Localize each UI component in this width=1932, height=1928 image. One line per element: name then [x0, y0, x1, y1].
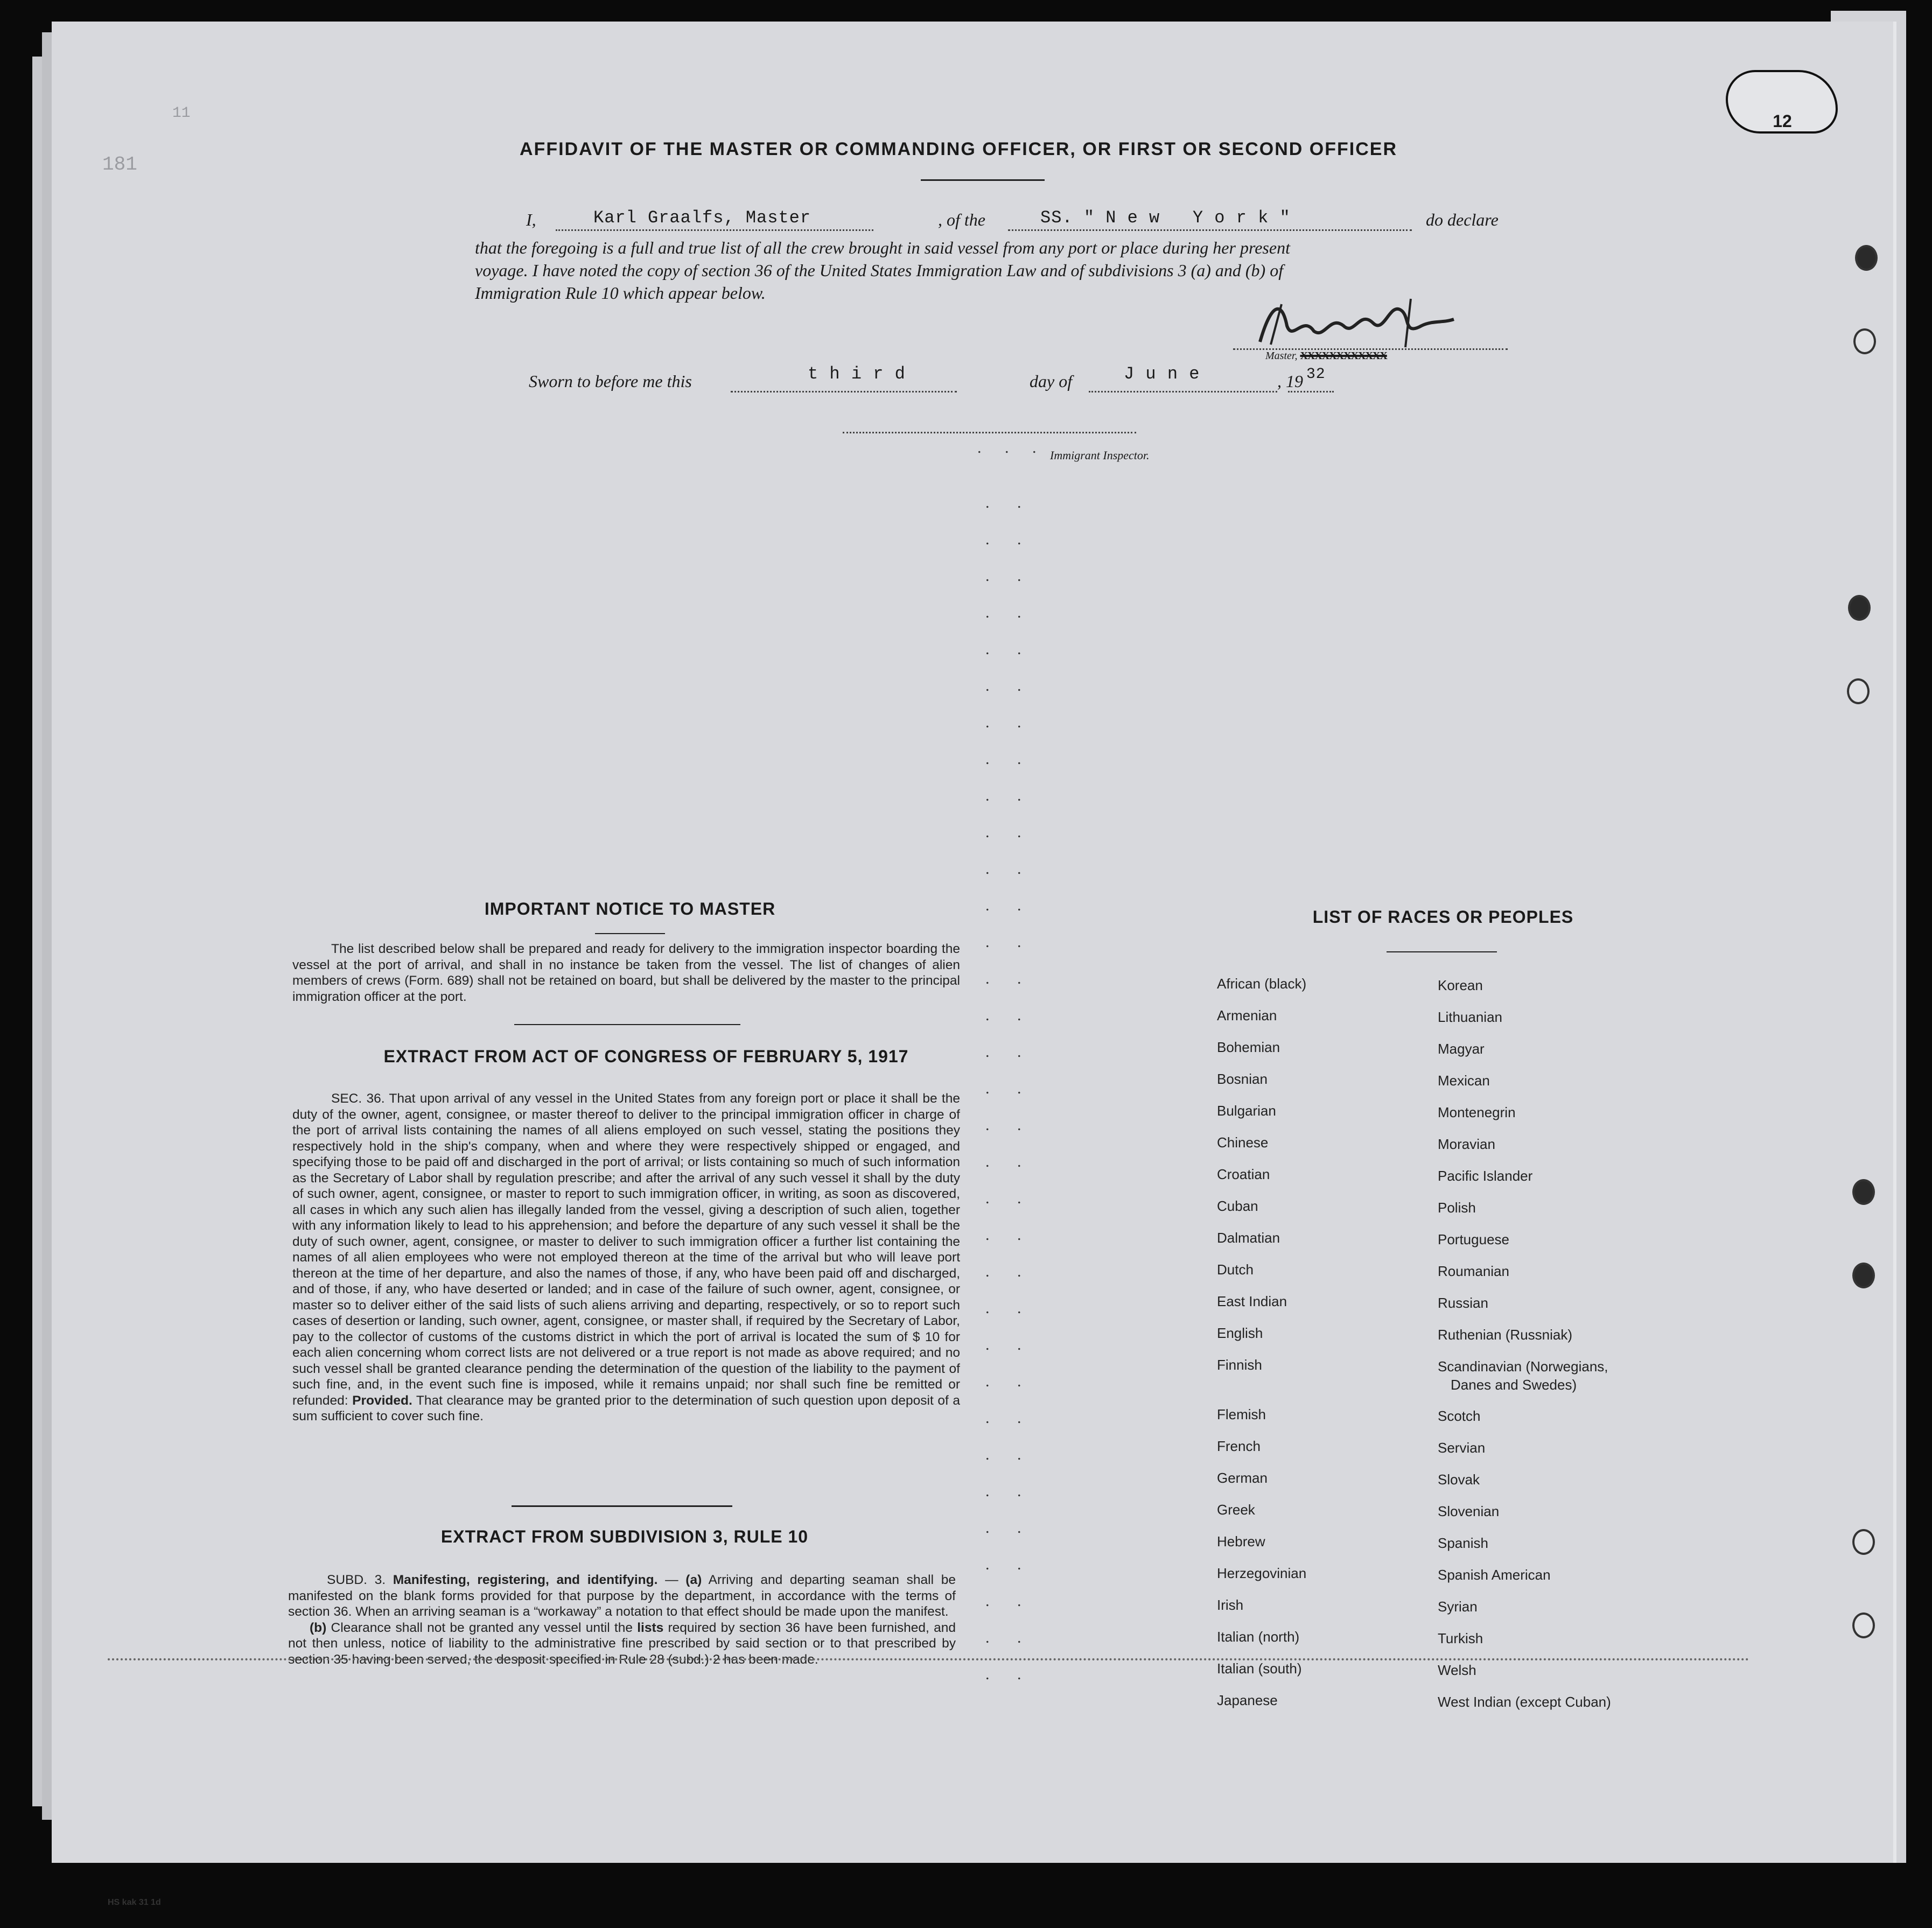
divider-rule-2 — [512, 1505, 732, 1507]
race-item: Flemish — [1217, 1406, 1266, 1422]
form-footer-code: HS kak 31 1d — [108, 1898, 161, 1907]
rule-b-text-1: Clearance shall not be granted any vessel until the — [331, 1620, 633, 1635]
race-item: Dutch — [1217, 1261, 1254, 1278]
punch-hole — [1852, 1612, 1875, 1638]
race-item: Cuban — [1217, 1198, 1258, 1214]
affidavit-title: AFFIDAVIT OF THE MASTER OR COMMANDING OFFICER, OR FIRST OR SECOND OFFICER — [520, 139, 1397, 159]
race-item: East Indian — [1217, 1293, 1287, 1309]
sworn-prefix: Sworn to before me this — [529, 371, 692, 391]
race-item: Finnish — [1217, 1357, 1262, 1373]
rule-a-label: (a) — [685, 1573, 702, 1587]
struck-caption: XXXXXXXXXXXX — [1300, 350, 1387, 362]
year-prefix: , 19 — [1277, 371, 1303, 391]
declare-label: do declare — [1426, 210, 1499, 229]
master-caption: Master, — [1265, 350, 1298, 362]
race-item: Spanish American — [1438, 1567, 1551, 1583]
race-item: Welsh — [1438, 1662, 1476, 1678]
race-item: Magyar — [1438, 1041, 1485, 1057]
rule-heading: EXTRACT FROM SUBDIVISION 3, RULE 10 — [440, 1527, 809, 1546]
sworn-line — [475, 364, 1677, 398]
punch-hole — [1853, 328, 1876, 354]
race-item: African (black) — [1217, 976, 1307, 992]
fold-dots — [108, 1658, 1750, 1660]
affidavit-prefix: I, — [526, 210, 536, 229]
year-underline — [1288, 390, 1334, 392]
race-item: Bulgarian — [1217, 1103, 1276, 1119]
punch-hole — [1852, 1529, 1875, 1555]
race-item: Scotch — [1438, 1408, 1481, 1424]
punch-hole — [1852, 1179, 1875, 1205]
race-item: Slovak — [1438, 1471, 1480, 1488]
sheet-number: 12 — [1773, 111, 1792, 131]
notice-text — [292, 941, 960, 1005]
race-item: Chinese — [1217, 1134, 1269, 1151]
rule-text — [288, 1572, 956, 1667]
notice-rule — [595, 933, 665, 934]
faint-page-number: 181 — [102, 153, 137, 176]
rule-paragraph-a: SUBD. 3. Manifesting, registering, and identifying. — (a) Arriving and departing seaman shall be manifested on the blank forms provided for that purpose by the department, in accordance with the terms of section 36. When an arriving seaman is a “workaway” a notation to that effect should be made upon the manifest. — [288, 1573, 956, 1619]
race-item: West Indian (except Cuban) — [1438, 1694, 1611, 1710]
rule-subd: SUBD. 3. — [327, 1573, 386, 1587]
race-item: French — [1217, 1438, 1261, 1454]
race-item: Herzegovinian — [1217, 1565, 1307, 1581]
race-item: Bosnian — [1217, 1071, 1268, 1087]
master-signature — [1249, 293, 1475, 353]
race-item: Slovenian — [1438, 1503, 1500, 1519]
race-item: Mexican — [1438, 1072, 1490, 1089]
vessel-name: SS. " N e w Y o r k " — [1040, 208, 1291, 228]
master-name: Karl Graalfs, Master — [593, 208, 811, 228]
rule-subd-title: Manifesting, registering, and identifying. — [393, 1573, 658, 1587]
race-item: Bohemian — [1217, 1039, 1280, 1055]
punch-hole — [1852, 1263, 1875, 1288]
sworn-day: t h i r d — [808, 364, 906, 384]
act-text-main: SEC. 36. That upon arrival of any vessel in the United States from any foreign port or place it shall be the duty of the owner, agent, consignee, or master thereof to deliver to the principal immigration officer in charge of the port of arrival lists containing the names of all aliens employed on such vessel, stating the positions they respectively hold in the ship's company, when and where they were respectively shipped or engaged, and specifying those to be paid off and discharged in the port of arrival; or lists containing so much of such information as the Secretary of Labor shall by regulation prescribe; and after the arrival of any such vessel it shall by the duty of such owner, agent, consignee, or master to report to such immigration officer, in writing, as soon as discovered, all cases in which any such alien has illegally landed from the vessel, giving a description of such alien, together with any information likely to lead to his apprehension; and before the departure of any such vessel it shall be the duty of such owner, agent, consignee, or master to deliver to such immigration officer a further list containing the names of all alien employees who were not employed thereon at the time of the arrival but who will leave port thereon at the time of her departure, and also the names of those, if any, who have been paid off and discharged, and of those, if any, who have deserted or landed; and in case of the failure of such owner, agent, consignee, or master so to deliver either of the said lists of such aliens arriving and departing, respectively, or so to report such cases of desertion or landing, such owner, agent, consignee, or master shall, if required by the Secretary of Labor, pay to the collector of customs of the customs district in which the port of arrival is located the sum of $ 10 for each alien concerning whom correct lists are not delivered or a true report is not made as above required; and no such vessel shall be granted clearance pending the determination of the question of the liability to the payment of such fine, and, in the event such fine is imposed, while it remains unpaid; nor shall such fine be remitted or refunded: — [292, 1091, 960, 1408]
race-item: Portuguese — [1438, 1231, 1509, 1247]
race-item: Greek — [1217, 1502, 1255, 1518]
day-underline — [731, 390, 957, 392]
race-item: Hebrew — [1217, 1533, 1265, 1550]
race-item: Spanish — [1438, 1535, 1488, 1551]
race-item: Croatian — [1217, 1166, 1270, 1182]
rule-a-text: Arriving and departing seaman shall be manifested on the blank forms provided for that purpose by the department, in accordance with the terms of section 36. When an arriving seaman is a “workaway” a notation to that effect should be made upon the manifest. — [288, 1573, 956, 1619]
race-item: Russian — [1438, 1295, 1488, 1311]
punch-hole — [1848, 595, 1871, 621]
race-item: Italian (south) — [1217, 1660, 1302, 1677]
punch-hole — [1847, 678, 1870, 704]
rule-b-label: (b) — [310, 1620, 327, 1635]
punch-hole — [1855, 245, 1878, 271]
act-heading: EXTRACT FROM ACT OF CONGRESS OF FEBRUARY 5, 1917 — [383, 1047, 909, 1066]
day-of-label: day of — [1030, 371, 1073, 391]
act-text-end: That clearance may be granted prior to the determination of such question upon deposit of a sum sufficient to cover such fine. — [292, 1393, 960, 1424]
race-item: Japanese — [1217, 1692, 1278, 1708]
title-rule — [921, 179, 1045, 181]
race-item: Servian — [1438, 1440, 1486, 1456]
race-item: Italian (north) — [1217, 1629, 1300, 1645]
inspector-signature-line — [843, 431, 1136, 433]
races-heading: LIST OF RACES OR PEOPLES — [1312, 907, 1574, 927]
faint-mark: 11 — [172, 105, 191, 122]
inspector-caption: Immigrant Inspector. — [1050, 448, 1150, 462]
divider-rule — [514, 1024, 740, 1025]
race-item: Danes and Swedes) — [1451, 1377, 1577, 1393]
race-item: Montenegrin — [1438, 1104, 1516, 1120]
race-item: Turkish — [1438, 1630, 1483, 1646]
race-item: Moravian — [1438, 1136, 1495, 1152]
blank-dots-column: . . . . . . . . . . . . . . . . . . . . . . . . . . . . . . . . . . . . . . . . . . . . . . . . . . . . . . . . . . . . . . . . . . — [985, 494, 1033, 1683]
race-item: Syrian — [1438, 1599, 1478, 1615]
rule-b-lists: lists — [637, 1620, 664, 1635]
month-underline — [1089, 390, 1277, 392]
race-item: Lithuanian — [1438, 1009, 1502, 1025]
act-text — [292, 1091, 960, 1425]
sworn-month: J u n e — [1124, 364, 1200, 384]
act-provided: Provided. — [352, 1393, 412, 1408]
race-item: German — [1217, 1470, 1268, 1486]
race-item: Armenian — [1217, 1007, 1277, 1023]
race-item: Scandinavian (Norwegians, — [1438, 1358, 1608, 1375]
race-item: English — [1217, 1325, 1263, 1341]
of-the-label: , of the — [938, 210, 985, 229]
affidavit-line-1 — [475, 210, 1677, 232]
affidavit-text: Immigration Rule 10 which appear below. — [475, 283, 766, 303]
race-item: Korean — [1438, 977, 1483, 993]
year-suffix: 32 — [1306, 366, 1326, 383]
dots: . . . — [977, 439, 1046, 457]
rule-b-text-2: required by section 36 have been furnished, and not then unless, notice of liability to the administrative fine prescribed by said section or to that prescribed by section 35 having been served, the desposit specified in Rule 28 (subd.) 2 has been made. — [288, 1620, 956, 1667]
race-item: Roumanian — [1438, 1263, 1509, 1279]
affidavit-text: that the foregoing is a full and true list of all the crew brought in said vessel from any port or place during her present — [475, 238, 1290, 257]
vessel-underline — [1008, 228, 1412, 231]
race-item: Pacific Islander — [1438, 1168, 1533, 1184]
notice-heading: IMPORTANT NOTICE TO MASTER — [484, 899, 776, 919]
name-underline — [556, 228, 873, 231]
races-rule — [1387, 951, 1497, 952]
race-item: Polish — [1438, 1200, 1476, 1216]
notice-paragraph: The list described below shall be prepared and ready for delivery to the immigration inspector boarding the vessel at the port of arrival, and shall in no instance be taken from the vessel. The list of changes of alien members of crews (Form. 689) shall not be retained on board, but shall be delivered by the master to the principal immigration officer at the port. — [292, 942, 960, 1004]
act-paragraph — [292, 1091, 960, 1425]
race-item: Ruthenian (Russniak) — [1438, 1327, 1573, 1343]
signature-caption — [1265, 350, 1387, 362]
affidavit-text: voyage. I have noted the copy of section 36 of the United States Immigration Law and of subdivisions 3 (a) and (b) of — [475, 261, 1284, 280]
race-item: Irish — [1217, 1597, 1244, 1613]
race-item: Dalmatian — [1217, 1230, 1280, 1246]
